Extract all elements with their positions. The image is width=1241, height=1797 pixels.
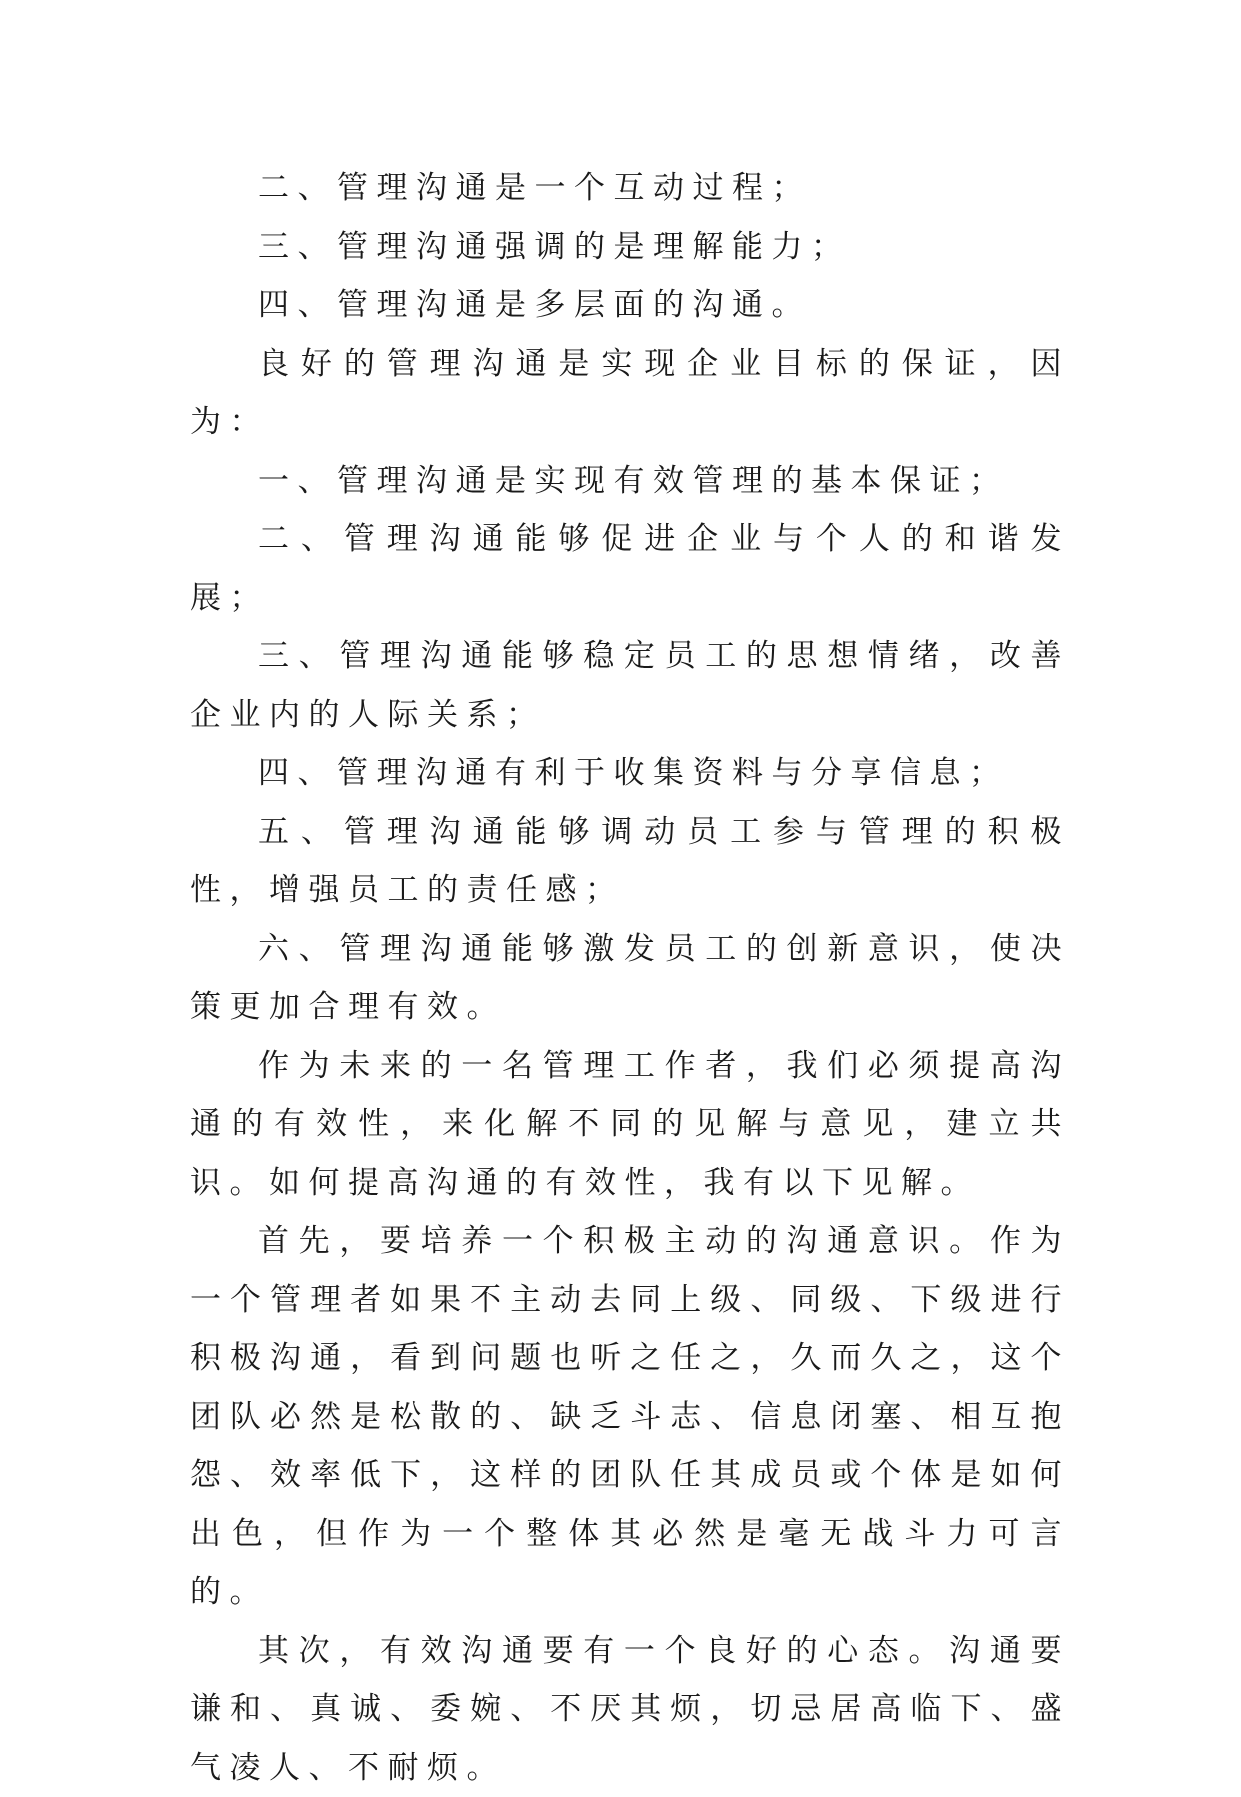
document-body bbox=[190, 159, 1070, 1797]
paragraph-importance-intro: 良好的管理沟通是实现企业目标的保证，因为： bbox=[190, 335, 1070, 452]
paragraph-feature-2: 二、管理沟通是一个互动过程； bbox=[190, 159, 1070, 218]
paragraph-reason-6: 六、管理沟通能够激发员工的创新意识，使决策更加合理有效。 bbox=[190, 920, 1070, 1037]
paragraph-first-point: 首先，要培养一个积极主动的沟通意识。作为一个管理者如果不主动去同上级、同级、下级进行积极沟通，看到问题也听之任之，久而久之，这个团队必然是松散的、缺乏斗志、信息闭塞、相互抱怨、效率低下，这样的团队任其成员或个体是如何出色，但作为一个整体其必然是毫无战斗力可言的。 bbox=[190, 1212, 1070, 1622]
paragraph-reason-2: 二、管理沟通能够促进企业与个人的和谐发展； bbox=[190, 510, 1070, 627]
paragraph-reason-4: 四、管理沟通有利于收集资料与分享信息； bbox=[190, 744, 1070, 803]
paragraph-effectiveness-intro: 作为未来的一名管理工作者，我们必须提高沟通的有效性，来化解不同的见解与意见，建立共识。如何提高沟通的有效性，我有以下见解。 bbox=[190, 1037, 1070, 1213]
paragraph-reason-5: 五、管理沟通能够调动员工参与管理的积极性，增强员工的责任感； bbox=[190, 803, 1070, 920]
paragraph-feature-4: 四、管理沟通是多层面的沟通。 bbox=[190, 276, 1070, 335]
paragraph-feature-3: 三、管理沟通强调的是理解能力； bbox=[190, 218, 1070, 277]
paragraph-reason-3: 三、管理沟通能够稳定员工的思想情绪，改善企业内的人际关系； bbox=[190, 627, 1070, 744]
paragraph-reason-1: 一、管理沟通是实现有效管理的基本保证； bbox=[190, 452, 1070, 511]
paragraph-second-point: 其次，有效沟通要有一个良好的心态。沟通要谦和、真诚、委婉、不厌其烦，切忌居高临下、盛气凌人、不耐烦。 bbox=[190, 1622, 1070, 1797]
